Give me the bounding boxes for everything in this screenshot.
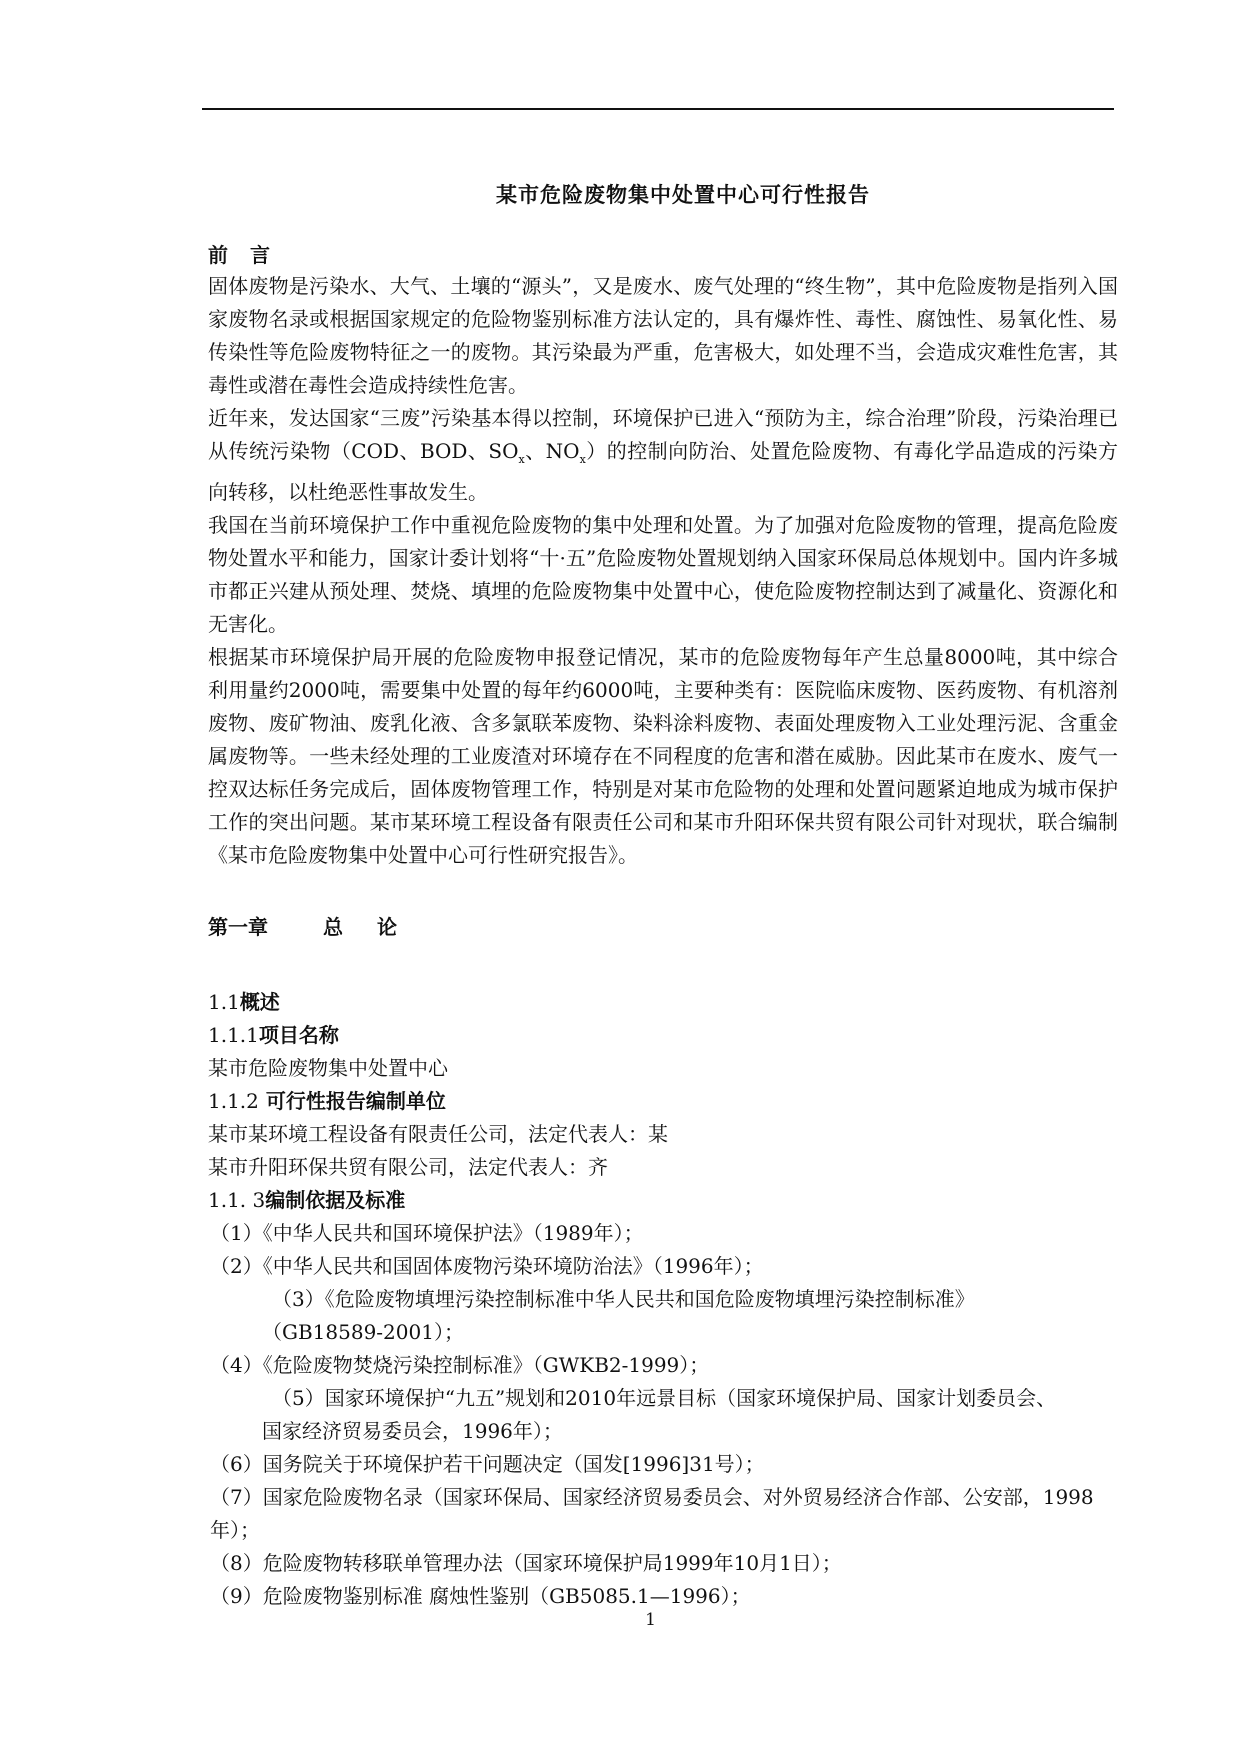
reference-item-6: （6）国务院关于环境保护若干问题决定（国发[1996]31号）； (210, 1452, 765, 1476)
foreword-paragraph-2 (208, 402, 1118, 509)
section-1-1-2-heading (208, 1085, 1118, 1118)
reference-item-3 (208, 1283, 1118, 1349)
reference-item-5-line-2: 国家经济贸易委员会，1996年）； (262, 1419, 563, 1443)
project-name: 某市危险废物集中处置中心 (208, 1056, 448, 1080)
foreword-paragraph-2-part-a: 近年来，发达国家“三废”污染基本得以控制，环境保护已进入“预防为主，综合治理”阶段，污染治理已从传统污染物（COD、BOD、SO (208, 406, 1118, 463)
subscript-x-1: x (518, 453, 525, 466)
section-title: 可行性报告编制单位 (265, 1089, 446, 1113)
subscript-x-2: x (579, 453, 586, 466)
unit-line-2: 某市升阳环保共贸有限公司，法定代表人：齐 (208, 1155, 608, 1179)
chapter-heading (208, 912, 1118, 942)
section-1-1-1-heading (208, 1019, 1118, 1052)
foreword-heading: 前言 (208, 243, 292, 267)
foreword-paragraph-3: 我国在当前环境保护工作中重视危险废物的集中处理和处置。为了加强对危险废物的管理，提高危险废物处置水平和能力，国家计委计划将“十·五”危险废物处置规划纳入国家环保局总体规划中。国内许多城市都正兴建从预处理、焚烧、填埋的危险废物集中处置中心，使危险废物控制达到了减量化、资源化和无害化。 (208, 513, 1118, 636)
reference-item-7: （7）国家危险废物名录（国家环保局、国家经济贸易委员会、对外贸易经济合作部、公安部，1998年）； (210, 1485, 1094, 1542)
document-title: 某市危险废物集中处置中心可行性报告 (496, 182, 870, 207)
reference-item-5 (208, 1382, 1118, 1448)
reference-item-5-line-1: （5）国家环境保护“九五”规划和2010年远景目标（国家环境保护局、国家计划委员会、 (272, 1386, 1057, 1410)
section-title: 编制依据及标准 (265, 1188, 406, 1212)
foreword-paragraph-2-part-c: ）的控制向防治、处置危险废物、有毒化学品造成的污染方向转移，以杜绝恶性事故发生。 (208, 439, 1118, 504)
foreword-paragraph-2-part-b: 、NO (524, 439, 580, 463)
page-number: 1 (645, 1610, 656, 1630)
section-number: 1.1.2 (208, 1089, 259, 1113)
section-title: 概述 (239, 990, 280, 1014)
section-number: 1.1. 3 (208, 1188, 266, 1212)
section-1-1-3-heading (208, 1184, 1118, 1217)
unit-line-1: 某市某环境工程设备有限责任公司，法定代表人：某 (208, 1122, 668, 1146)
reference-item-4: （4）《危险废物焚烧污染控制标准》（GWKB2-1999）； (210, 1353, 710, 1377)
reference-item-9: （9）危险废物鉴别标准 腐烛性鉴别（GB5085.1—1996）； (210, 1584, 751, 1608)
section-number: 1.1.1 (208, 1023, 259, 1047)
reference-item-2: （2）《中华人民共和国固体废物污染环境防治法》（1996年）； (210, 1254, 764, 1278)
section-title: 项目名称 (258, 1023, 339, 1047)
reference-item-3-line-1: （3）《危险废物填埋污染控制标准中华人民共和国危险废物填埋污染控制标准》 (272, 1287, 975, 1311)
header-rule (202, 108, 1114, 110)
section-number: 1.1 (208, 990, 240, 1014)
document-page (208, 180, 1118, 1613)
chapter-label: 第一章 (208, 915, 268, 939)
reference-item-8: （8）危险废物转移联单管理办法（国家环境保护局1999年10月1日）； (210, 1551, 842, 1575)
chapter-title: 总论 (323, 915, 431, 939)
reference-item-1: （1）《中华人民共和国环境保护法》（1989年）； (210, 1221, 644, 1245)
section-1-1-heading (208, 986, 1118, 1019)
reference-item-3-line-2: （GB18589-2001）； (262, 1320, 464, 1344)
foreword-paragraph-4: 根据某市环境保护局开展的危险废物申报登记情况，某市的危险废物每年产生总量8000吨，其中综合利用量约2000吨，需要集中处置的每年约6000吨，主要种类有：医院临床废物、医药废物、有机溶剂废物、废矿物油、废乳化液、含多氯联苯废物、染料涂料废物、表面处理废物入工业处理污泥、含重金属废物等。一些未经处理的工业废渣对环境存在不同程度的危害和潜在威胁。因此某市在废水、废气一控双达标任务完成后，固体废物管理工作，特别是对某市危险物的处理和处置问题紧迫地成为城市保护工作的突出问题。某市某环境工程设备有限责任公司和某市升阳环保共贸有限公司针对现状，联合编制《某市危险废物集中处置中心可行性研究报告》。 (208, 645, 1118, 867)
foreword-paragraph-1: 固体废物是污染水、大气、土壤的“源头”，又是废水、废气处理的“终生物”，其中危险废物是指列入国家废物名录或根据国家规定的危险物鉴别标准方法认定的，具有爆炸性、毒性、腐蚀性、易氧化性、易传染性等危险废物特征之一的废物。其污染最为严重，危害极大，如处理不当，会造成灾难性危害，其毒性或潜在毒性会造成持续性危害。 (208, 274, 1118, 397)
